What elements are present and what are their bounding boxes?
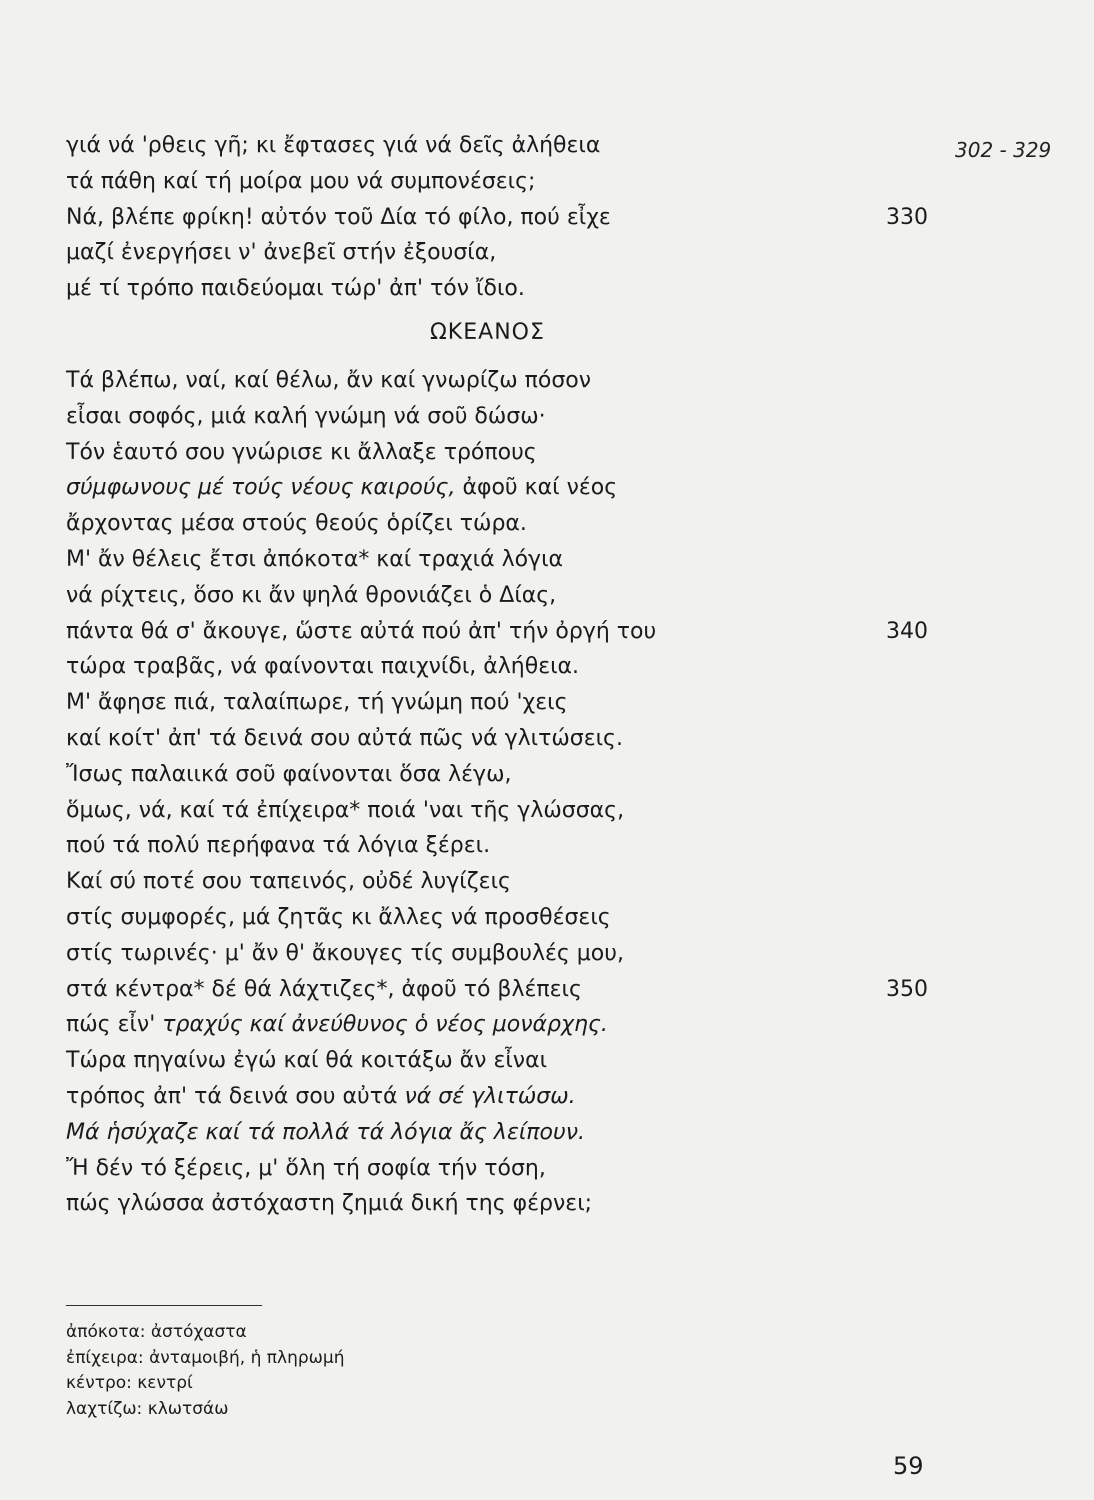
verse-text: πώς εἶν' xyxy=(66,1012,163,1038)
verse-text: γιά νά 'ρθεις γῆ; κι ἔφτασες γιά νά δεῖς ἀλήθεια xyxy=(66,133,601,158)
verse-text: τά πάθη καί τή μοίρα μου νά συμπονέσεις; xyxy=(66,168,536,194)
page-number: 59 xyxy=(893,1452,924,1480)
verse-line xyxy=(66,936,928,972)
verse-text: εἶσαι σοφός, μιά καλή γνώμη νά σοῦ δώσω· xyxy=(66,403,546,429)
verse-line xyxy=(66,235,928,271)
verse-line xyxy=(66,1079,928,1115)
verse-text: Μ' ἄν θέλεις ἔτσι ἀπόκοτα* καί τραχιά λόγια xyxy=(66,546,564,572)
verse-line xyxy=(66,1115,928,1151)
verse-line xyxy=(66,128,928,164)
verse-text: πώς γλώσσα ἀστόχαστη ζημιά δική της φέρνει; xyxy=(66,1191,593,1217)
verse-text: καί κοίτ' ἀπ' τά δεινά σου αὐτά πῶς νά γλιτώσεις. xyxy=(66,725,623,751)
verse-text: στίς συμφορές, μά ζητᾶς κι ἄλλες νά προσθέσεις xyxy=(66,904,611,930)
line-range-label: 302 - 329 xyxy=(955,138,1052,162)
verse-line xyxy=(66,200,928,236)
verse-italic-text: νά σέ γλιτώσω. xyxy=(404,1083,576,1109)
footnote-item: λαχτίζω: κλωτσάω xyxy=(66,1398,229,1419)
verse-text: Ἴσως παλαιικά σοῦ φαίνονται ὅσα λέγω, xyxy=(66,761,512,787)
verse-line xyxy=(66,793,928,829)
verse-text: Μ' ἄφησε πιά, ταλαίπωρε, τή γνώμη πού 'χεις xyxy=(66,690,568,716)
verse-text: ὅμως, νά, καί τά ἐπίχειρα* ποιά 'ναι τῆς γλώσσας, xyxy=(66,797,625,823)
verse-line xyxy=(66,506,928,542)
verse-text: Τά βλέπω, ναί, καί θέλω, ἄν καί γνωρίζω πόσον xyxy=(66,367,592,393)
verse-text: Τώρα πηγαίνω ἐγώ καί θά κοιτάξω ἄν εἶναι xyxy=(66,1048,548,1074)
verse-line xyxy=(66,864,928,900)
verse-line xyxy=(66,363,928,399)
footnotes xyxy=(66,1320,344,1422)
verse-text: τώρα τραβᾶς, νά φαίνονται παιχνίδι, ἀλήθεια. xyxy=(66,654,580,680)
verse-block-after xyxy=(66,363,928,1222)
line-number: 330 xyxy=(886,204,928,230)
verse-line xyxy=(66,542,928,578)
verse-line xyxy=(66,399,928,435)
verse-text: πού τά πολύ περήφανα τά λόγια ξέρει. xyxy=(66,833,491,859)
verse-line xyxy=(66,1007,928,1043)
verse-text: πάντα θά σ' ἄκουγε, ὥστε αὐτά πού ἀπ' τήν ὀργή του xyxy=(66,618,657,644)
verse-line xyxy=(66,757,928,793)
verse-line xyxy=(66,614,928,650)
verse-text: Νά, βλέπε φρίκη! αὐτόν τοῦ Δία τό φίλο, πού εἶχε xyxy=(66,204,611,230)
verse-line xyxy=(66,1186,928,1222)
verse-text: ἀφοῦ καί νέος xyxy=(455,475,618,501)
footnote-item: ἐπίχειρα: ἀνταμοιβή, ἡ πληρωμή xyxy=(66,1347,345,1368)
verse-text: μέ τί τρόπο παιδεύομαι τώρ' ἀπ' τόν ἴδιο. xyxy=(66,276,525,302)
verse-text: μαζί ἐνεργήσει ν' ἀνεβεῖ στήν ἐξουσία, xyxy=(66,240,497,266)
verse-text: τρόπος ἀπ' τά δεινά σου αὐτά xyxy=(66,1083,405,1109)
line-number: 340 xyxy=(886,618,928,644)
verse-line xyxy=(66,435,928,471)
verse-text: στίς τωρινές· μ' ἄν θ' ἄκουγες τίς συμβουλές μου, xyxy=(66,940,624,966)
verse-italic-text: Μά ἡσύχαζε καί τά πολλά τά λόγια ἄς λείπουν. xyxy=(66,1119,586,1145)
verse-text: Καί σύ ποτέ σου ταπεινός, οὐδέ λυγίζεις xyxy=(66,869,511,895)
speaker-heading: ΩΚΕΑΝΟΣ xyxy=(430,319,545,345)
verse-italic-text: σύμφωνους μέ τούς νέους καιρούς, xyxy=(66,475,456,501)
line-number: 350 xyxy=(886,976,928,1002)
footnote-divider xyxy=(66,1305,262,1306)
verse-block-before xyxy=(66,128,928,307)
verse-line xyxy=(66,649,928,685)
footnote-item: κέντρο: κεντρί xyxy=(66,1373,193,1393)
verse-line xyxy=(66,972,928,1008)
verse-line xyxy=(66,828,928,864)
verse-line xyxy=(66,578,928,614)
verse-text: Ἤ δέν τό ξέρεις, μ' ὅλη τή σοφία τήν τόση, xyxy=(66,1155,546,1181)
verse-text: στά κέντρα* δέ θά λάχτιζες*, ἀφοῦ τό βλέπεις xyxy=(66,976,582,1002)
footnote-item: ἀπόκοτα: ἀστόχαστα xyxy=(66,1322,247,1342)
verse-line xyxy=(66,1043,928,1079)
verse-line xyxy=(66,164,928,200)
verse-text: ἄρχοντας μέσα στούς θεούς ὁρίζει τώρα. xyxy=(66,511,527,537)
verse-line xyxy=(66,1151,928,1187)
verse-line xyxy=(66,900,928,936)
poem-text xyxy=(66,128,928,1222)
verse-line xyxy=(66,271,928,307)
verse-line xyxy=(66,685,928,721)
verse-italic-text: τραχύς καί ἀνεύθυνος ὁ νέος μονάρχης. xyxy=(162,1012,608,1038)
verse-text: Τόν ἑαυτό σου γνώρισε κι ἄλλαξε τρόπους xyxy=(66,439,537,465)
verse-text: νά ρίχτεις, ὅσο κι ἄν ψηλά θρονιάζει ὁ Δίας, xyxy=(66,582,557,608)
verse-line xyxy=(66,470,928,506)
verse-line xyxy=(66,721,928,757)
